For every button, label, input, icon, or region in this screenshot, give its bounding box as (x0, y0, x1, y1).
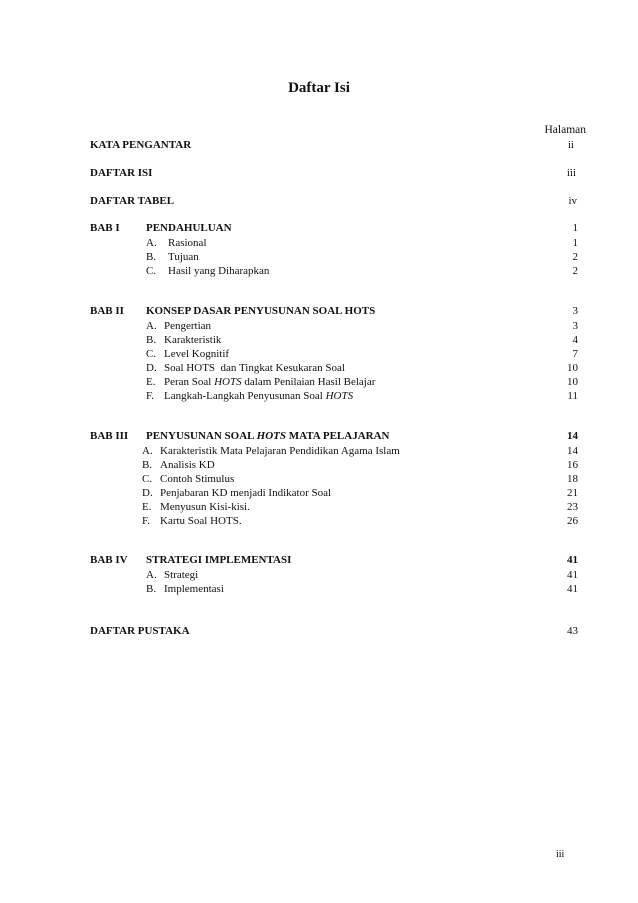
subentry-page: 23 (567, 501, 578, 513)
toc-entry-page: 43 (567, 625, 578, 637)
toc-entry-daftar-pustaka (90, 624, 578, 639)
page-number-footer: iii (556, 849, 565, 860)
subentry-letter: C. (146, 265, 157, 277)
subentry-text: Analisis KD (160, 459, 215, 471)
toc-subentry (90, 472, 578, 487)
page-title: Daftar Isi (288, 80, 350, 96)
halaman-label: Halaman (544, 124, 586, 136)
subentry-letter: A. (146, 320, 157, 332)
chapter-number: BAB III (90, 430, 129, 442)
subentry-text: Karakteristik (164, 334, 222, 346)
chapter-heading-bab-iv (90, 553, 578, 568)
subentry-letter: C. (146, 348, 157, 360)
subentry-text: Strategi (164, 569, 199, 581)
subentry-text: Rasional (168, 237, 207, 249)
subentry-letter: B. (146, 583, 157, 595)
chapter-page: 41 (567, 554, 578, 566)
toc-subentry (90, 375, 578, 390)
chapter-title: PENYUSUNAN SOAL HOTS MATA PELAJARAN (146, 430, 390, 442)
chapter-number: BAB I (90, 222, 120, 234)
toc-subentry (90, 389, 578, 404)
subentry-text: Karakteristik Mata Pelajaran Pendidikan Agama Islam (160, 445, 400, 457)
subentry-text: Contoh Stimulus (160, 473, 235, 485)
subentry-letter: F. (142, 515, 150, 527)
subentry-letter: A. (146, 237, 157, 249)
toc-entry-label: DAFTAR ISI (90, 167, 153, 179)
subentry-letter: C. (142, 473, 153, 485)
chapter-heading-bab-ii (90, 304, 578, 319)
subentry-letter: E. (146, 376, 156, 388)
subentry-page: 7 (572, 348, 578, 360)
subentry-letter: B. (142, 459, 153, 471)
subentry-page: 10 (567, 376, 578, 388)
subentry-page: 11 (567, 390, 578, 402)
toc-entry-page: iii (566, 167, 576, 179)
subentry-page: 21 (567, 487, 578, 499)
subentry-text: Implementasi (164, 583, 224, 595)
toc-entry-daftar-tabel (90, 194, 578, 209)
toc-subentry (90, 500, 578, 515)
toc-entry-label: KATA PENGANTAR (90, 139, 192, 151)
toc-entry-daftar-isi (90, 166, 578, 181)
subentry-page: 3 (572, 320, 578, 332)
subentry-page: 41 (567, 569, 578, 581)
subentry-letter: B. (146, 251, 157, 263)
subentry-page: 41 (567, 583, 578, 595)
toc-subentry (90, 361, 578, 376)
subentry-letter: B. (146, 334, 157, 346)
subentry-text: Langkah-Langkah Penyusunan Soal HOTS (164, 390, 354, 402)
toc-subentry (90, 319, 578, 334)
chapter-heading-bab-iii (90, 429, 578, 444)
subentry-text: Pengertian (164, 320, 212, 332)
subentry-text: Hasil yang Diharapkan (168, 265, 270, 277)
subentry-page: 16 (567, 459, 578, 471)
subentry-page: 26 (567, 515, 578, 527)
subentry-letter: F. (146, 390, 154, 402)
subentry-text: Penjabaran KD menjadi Indikator Soal (160, 487, 332, 499)
toc-subentry (90, 486, 578, 501)
chapter-page: 3 (572, 305, 578, 317)
toc-entry-label: DAFTAR PUSTAKA (90, 625, 190, 637)
toc-subentry (90, 514, 578, 529)
subentry-letter: A. (142, 445, 153, 457)
toc-subentry (90, 333, 578, 348)
subentry-text: Soal HOTS dan Tingkat Kesukaran Soal (164, 362, 345, 374)
toc-subentry (90, 347, 578, 362)
subentry-page: 10 (567, 362, 578, 374)
toc-subentry (90, 582, 578, 597)
chapter-number: BAB II (90, 305, 124, 317)
chapter-number: BAB IV (90, 554, 128, 566)
subentry-text: Menyusun Kisi-kisi. (160, 501, 250, 513)
subentry-letter: E. (142, 501, 152, 513)
toc-entry-kata-pengantar (90, 138, 578, 153)
subentry-text: Level Kognitif (164, 348, 230, 360)
subentry-page: 18 (567, 473, 578, 485)
toc-subentry (90, 444, 578, 459)
toc-entry-label: DAFTAR TABEL (90, 195, 175, 207)
subentry-page: 14 (567, 445, 578, 457)
chapter-heading-bab-i (90, 221, 578, 236)
subentry-page: 1 (572, 237, 578, 249)
toc-subentry (90, 264, 578, 279)
toc-subentry (90, 458, 578, 473)
chapter-title: STRATEGI IMPLEMENTASI (146, 554, 292, 566)
subentry-letter: D. (142, 487, 153, 499)
chapter-page: 1 (572, 222, 578, 234)
subentry-letter: A. (146, 569, 157, 581)
toc-entry-page: ii (567, 139, 574, 151)
subentry-text: Kartu Soal HOTS. (160, 515, 242, 527)
subentry-letter: D. (146, 362, 157, 374)
subentry-text: Peran Soal HOTS dalam Penilaian Hasil Belajar (164, 376, 376, 388)
chapter-page: 14 (567, 430, 578, 442)
subentry-page: 2 (572, 251, 578, 263)
toc-entry-page: iv (568, 195, 577, 207)
subentry-text: Tujuan (168, 251, 199, 263)
toc-subentry (90, 250, 578, 265)
subentry-page: 4 (572, 334, 578, 346)
chapter-title: PENDAHULUAN (146, 222, 232, 234)
subentry-page: 2 (572, 265, 578, 277)
chapter-title: KONSEP DASAR PENYUSUNAN SOAL HOTS (146, 305, 376, 317)
toc-subentry (90, 236, 578, 251)
toc-subentry (90, 568, 578, 583)
